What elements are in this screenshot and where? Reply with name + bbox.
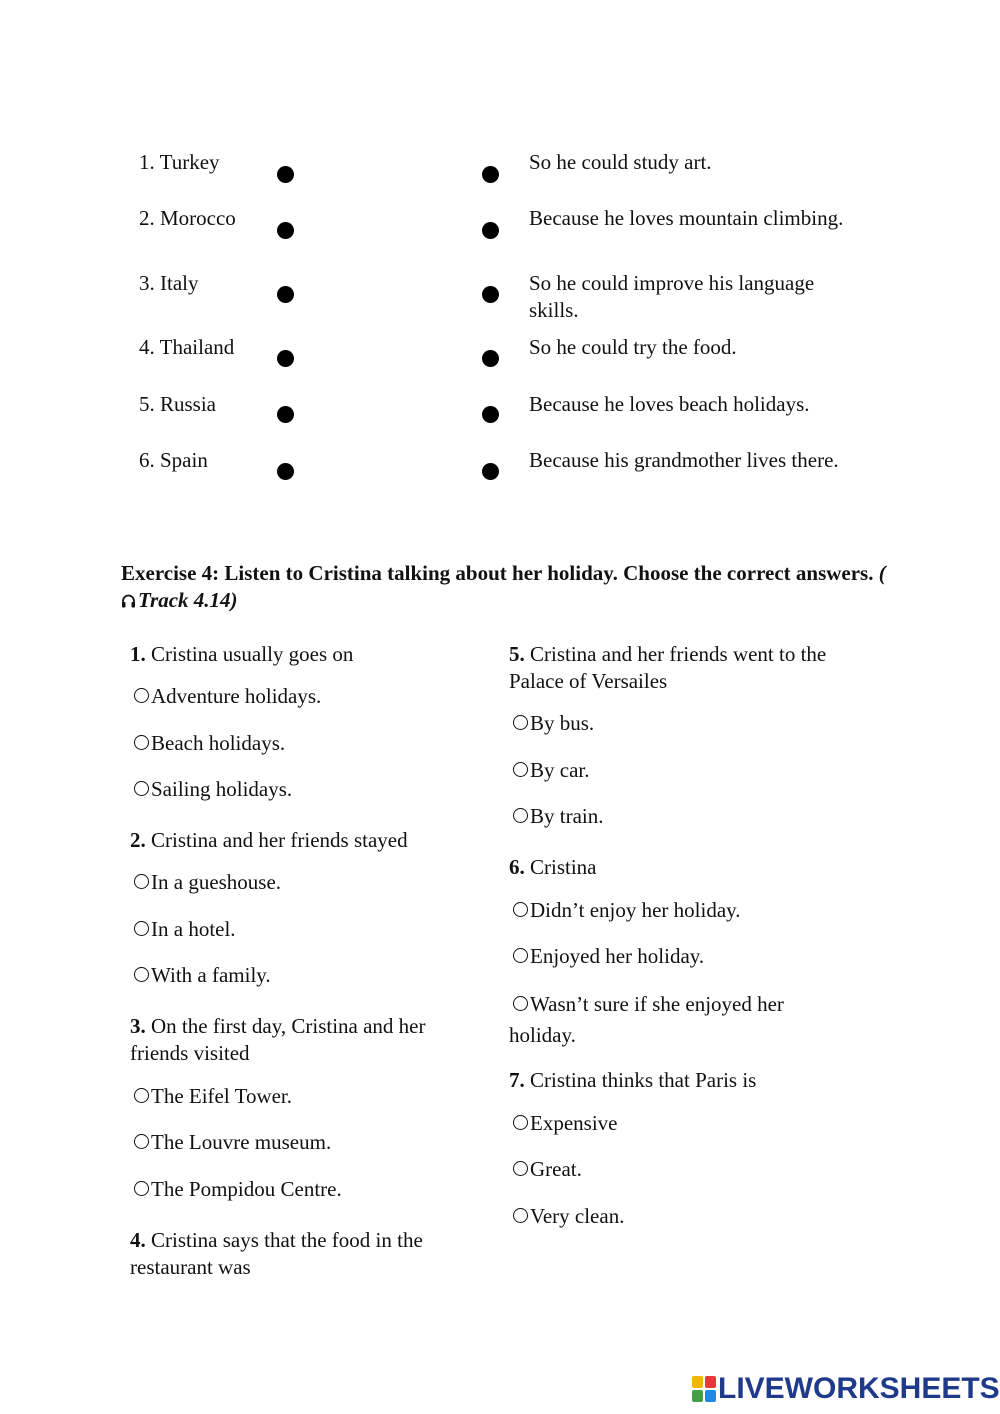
radio-circle-icon[interactable]: [513, 948, 528, 963]
match-dot-left[interactable]: [277, 463, 294, 480]
country-item: 5. Russia: [139, 392, 217, 416]
option-label: Didn’t enjoy her holiday.: [530, 898, 741, 922]
match-dot-right[interactable]: [482, 350, 499, 367]
reason-item: So he could study art.: [529, 150, 712, 174]
radio-circle-icon[interactable]: [513, 762, 528, 777]
radio-circle-icon[interactable]: [513, 1208, 528, 1223]
reason-item: So he could improve his language skills.: [529, 271, 815, 322]
liveworksheets-logo-icon: [692, 1376, 716, 1402]
answer-option[interactable]: [130, 683, 480, 710]
question-text: [130, 1227, 480, 1281]
match-dot-left[interactable]: [277, 222, 294, 239]
question-number: 5.: [509, 642, 525, 666]
question-prompt: Cristina says that the food in the restaurant was: [130, 1228, 423, 1279]
option-label: Very clean.: [530, 1204, 625, 1228]
question-prompt: Cristina: [530, 855, 597, 879]
option-label: Sailing holidays.: [151, 777, 293, 801]
answer-option[interactable]: [509, 803, 859, 830]
answer-option[interactable]: [509, 1203, 859, 1230]
option-label: Great.: [530, 1157, 582, 1181]
match-dot-left[interactable]: [277, 166, 294, 183]
radio-circle-icon[interactable]: [513, 1161, 528, 1176]
reason-item: Because he loves mountain climbing.: [529, 206, 844, 230]
option-label: Expensive: [530, 1111, 618, 1135]
exercise-4-instruction: Exercise 4: Listen to Cristina talking about her holiday. Choose the correct answers.: [121, 561, 874, 585]
track-label: Track 4.14): [138, 588, 238, 612]
question-text: [130, 1013, 480, 1067]
liveworksheets-logo: [692, 1372, 1000, 1406]
match-dot-left[interactable]: [277, 406, 294, 423]
reason-item: So he could try the food.: [529, 335, 737, 359]
radio-circle-icon[interactable]: [513, 902, 528, 917]
answer-option[interactable]: [509, 897, 859, 924]
match-dot-right[interactable]: [482, 166, 499, 183]
option-label: The Eifel Tower.: [151, 1084, 293, 1108]
match-dot-right[interactable]: [482, 222, 499, 239]
answer-option[interactable]: [509, 1156, 859, 1183]
question-text: [509, 1067, 859, 1094]
answer-option[interactable]: [130, 1083, 480, 1110]
option-label: The Pompidou Centre.: [151, 1177, 342, 1201]
answer-option[interactable]: [130, 730, 480, 757]
question-prompt: Cristina and her friends stayed: [151, 828, 408, 852]
option-label: With a family.: [151, 963, 271, 987]
answer-option[interactable]: [130, 1176, 480, 1203]
answer-option[interactable]: [130, 776, 480, 803]
country-item: 3. Italy: [139, 271, 199, 295]
radio-circle-icon[interactable]: [134, 1181, 149, 1196]
option-label: By train.: [530, 804, 604, 828]
radio-circle-icon[interactable]: [134, 874, 149, 889]
question-number: 2.: [130, 828, 146, 852]
radio-circle-icon[interactable]: [513, 1115, 528, 1130]
radio-circle-icon[interactable]: [134, 688, 149, 703]
question-number: 1.: [130, 642, 146, 666]
answer-option[interactable]: [130, 916, 480, 943]
question-prompt: Cristina usually goes on: [151, 642, 354, 666]
question-number: 3.: [130, 1014, 146, 1038]
radio-circle-icon[interactable]: [134, 967, 149, 982]
option-label: In a gueshouse.: [151, 870, 282, 894]
answer-option[interactable]: [130, 869, 480, 896]
option-label: Beach holidays.: [151, 731, 286, 755]
match-dot-left[interactable]: [277, 286, 294, 303]
answer-option[interactable]: [509, 989, 839, 1051]
reason-item: Because he loves beach holidays.: [529, 392, 810, 416]
question-number: 6.: [509, 855, 525, 879]
country-item: 6. Spain: [139, 448, 208, 472]
question-text: [130, 641, 480, 668]
headphones-icon: [121, 588, 136, 602]
option-label: By car.: [530, 758, 590, 782]
reason-item: Because his grandmother lives there.: [529, 448, 839, 472]
match-dot-right[interactable]: [482, 406, 499, 423]
option-label: By bus.: [530, 711, 595, 735]
question-text: [509, 641, 859, 695]
track-open: (: [878, 561, 886, 585]
option-label: Enjoyed her holiday.: [530, 944, 705, 968]
option-label: In a hotel.: [151, 917, 236, 941]
radio-circle-icon[interactable]: [134, 1134, 149, 1149]
question-prompt: Cristina thinks that Paris is: [530, 1068, 757, 1092]
radio-circle-icon[interactable]: [513, 715, 528, 730]
radio-circle-icon[interactable]: [134, 921, 149, 936]
radio-circle-icon[interactable]: [513, 996, 528, 1011]
radio-circle-icon[interactable]: [134, 1088, 149, 1103]
answer-option[interactable]: [509, 710, 859, 737]
option-label: The Louvre museum.: [151, 1130, 332, 1154]
question-prompt: Cristina and her friends went to the Palace of Versailes: [509, 642, 827, 693]
country-item: 4. Thailand: [139, 335, 235, 359]
answer-option[interactable]: [130, 1129, 480, 1156]
country-item: 1. Turkey: [139, 150, 220, 174]
question-number: 7.: [509, 1068, 525, 1092]
question-number: 4.: [130, 1228, 146, 1252]
answer-option[interactable]: [130, 962, 480, 989]
question-text: [130, 827, 480, 854]
question-text: [509, 854, 859, 881]
option-label: Wasn’t sure if she enjoyed her holiday.: [509, 992, 784, 1047]
option-label: Adventure holidays.: [151, 684, 322, 708]
exercise-4-title: [121, 560, 901, 614]
brand-name: LIVEWORKSHEETS: [718, 1372, 1000, 1405]
answer-option[interactable]: [509, 1110, 859, 1137]
radio-circle-icon[interactable]: [134, 735, 149, 750]
match-dot-right[interactable]: [482, 463, 499, 480]
country-item: 2. Morocco: [139, 206, 236, 230]
answer-option[interactable]: [509, 943, 859, 970]
match-dot-left[interactable]: [277, 350, 294, 367]
question-prompt: On the first day, Cristina and her friends visited: [130, 1014, 426, 1065]
radio-circle-icon[interactable]: [134, 781, 149, 796]
radio-circle-icon[interactable]: [513, 808, 528, 823]
answer-option[interactable]: [509, 757, 859, 784]
match-dot-right[interactable]: [482, 286, 499, 303]
